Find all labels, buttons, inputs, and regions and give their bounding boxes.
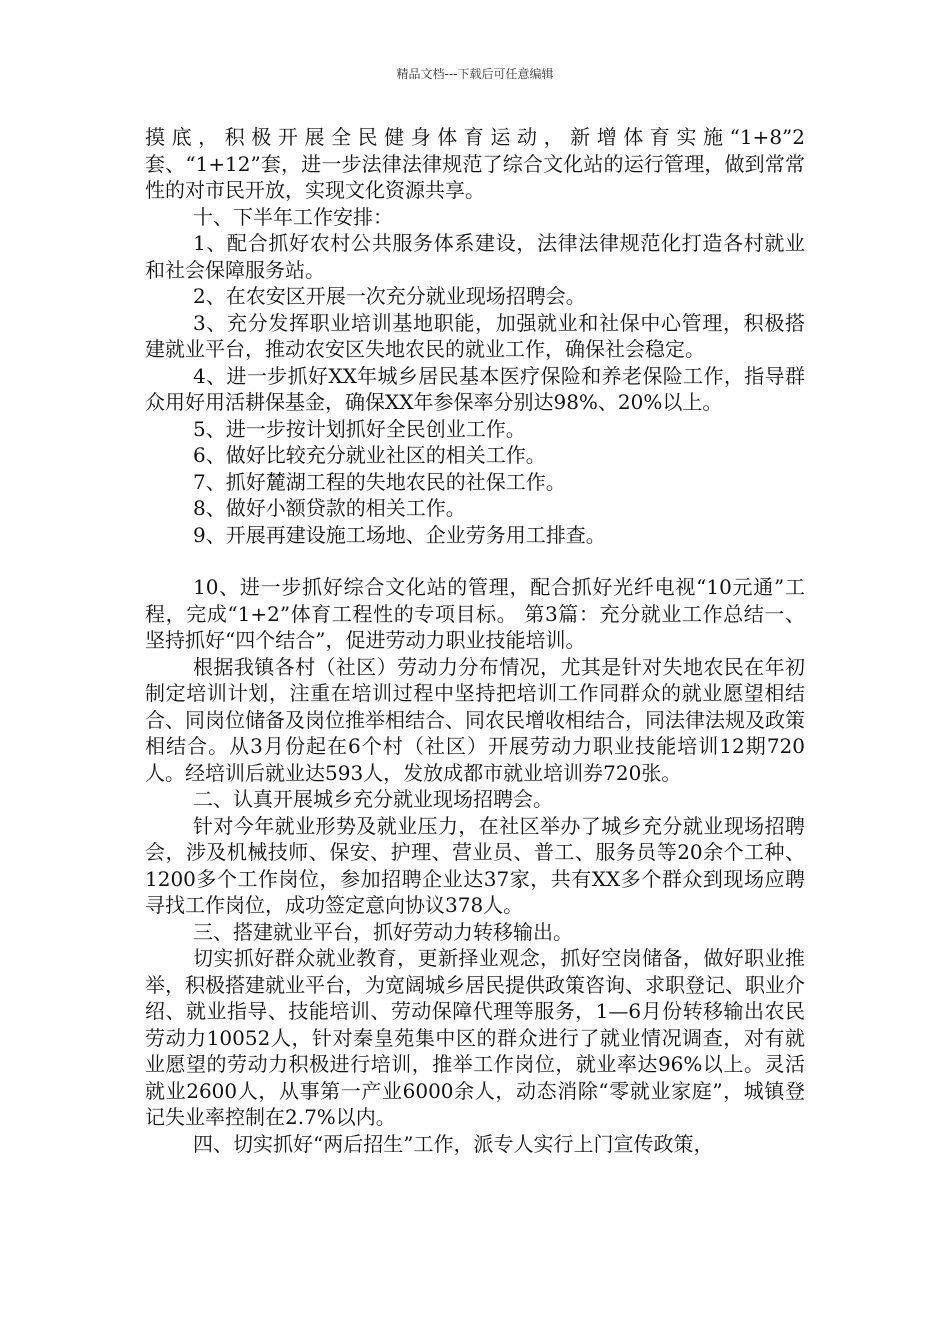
- list-item-3: 3、充分发挥职业培训基地职能，加强就业和社保中心管理，积极搭建就业平台，推动农安区失地农民的就业工作，确保社会稳定。: [145, 310, 805, 361]
- section-heading-3: 三、搭建就业平台，抓好劳动力转移输出。: [193, 919, 573, 944]
- list-item-10: 10、进一步抓好综合文化站的管理，配合抓好光纤电视“10元通”工程，完成“1+2”体育工程性的专项目标。 第3篇：充分就业工作总结一、坚持抓好“四个结合”，促进劳动力职业技能培训。: [145, 575, 805, 652]
- section-heading-4: 四、切实抓好“两后招生”工作，派专人实行上门宣传政策，: [193, 1131, 714, 1156]
- list-item-4: 4、进一步抓好XX年城乡居民基本医疗保险和养老保险工作，指导群众用好用活耕保基金，确保XX年参保率分别达98%、20%以上。: [145, 363, 805, 414]
- paragraph-training: 根据我镇各村（社区）劳动力分布情况，尤其是针对失地农民在年初制定培训计划，注重在培训过程中坚持把培训工作同群众的就业愿望相结合、同岗位储备及岗位推举相结合、同农民增收相结合，同法律法规及政策相结合。从3月份起在6个村（社区）开展劳动力职业技能培训12期720人。经培训后就业达593人，发放成都市就业培训券720张。: [145, 654, 805, 785]
- list-item-8: 8、做好小额贷款的相关工作。: [193, 496, 466, 520]
- list-item-7: 7、抓好麓湖工程的失地农民的社保工作。: [193, 469, 566, 494]
- page-header: 精品文档---下载后可任意编辑: [396, 67, 554, 81]
- paragraph-continuation: 摸底，积极开展全民健身体育运动，新增体育实施“1+8”2套、“1+12”套，进一步法律法律规范了综合文化站的运行管理，做到常常性的对市民开放，实现文化资源共享。: [145, 125, 805, 202]
- list-item-6: 6、做好比较充分就业社区的相关工作。: [193, 443, 546, 467]
- list-item-1: 1、配合抓好农村公共服务体系建设，法律法律规范化打造各村就业和社会保障服务站。: [145, 231, 805, 282]
- paragraph-job-fair: 针对今年就业形势及就业压力，在社区举办了城乡充分就业现场招聘会，涉及机械技师、保安、护理、营业员、普工、服务员等20余个工种、1200多个工作岗位，参加招聘企业达37家，共有XX多个群众到现场应聘寻找工作岗位，成功签定意向协议378人。: [145, 813, 805, 917]
- list-item-2: 2、在农安区开展一次充分就业现场招聘会。: [193, 284, 586, 308]
- document-body: [145, 124, 805, 1157]
- section-heading-10: 十、下半年工作安排：: [193, 204, 393, 229]
- paragraph-employment-platform: 切实抓好群众就业教育，更新择业观念，抓好空岗储备，做好职业推举，积极搭建就业平台，为宽阔城乡居民提供政策咨询、求职登记、职业介绍、就业指导、技能培训、劳动保障代理等服务，1—6月份转移输出农民劳动力10052人，针对秦皇苑集中区的群众进行了就业情况调查，对有就业愿望的劳动力积极进行培训，推举工作岗位，就业率达96%以上。灵活就业2600人，从事第一产业6000余人，动态消除“零就业家庭”，城镇登记失业率控制在2.7%以内。: [145, 946, 805, 1129]
- list-item-9: 9、开展再建设施工场地、企业劳务用工排查。: [193, 522, 606, 547]
- list-item-5: 5、进一步按计划抓好全民创业工作。: [193, 416, 526, 441]
- section-heading-2: 二、认真开展城乡充分就业现场招聘会。: [193, 787, 553, 811]
